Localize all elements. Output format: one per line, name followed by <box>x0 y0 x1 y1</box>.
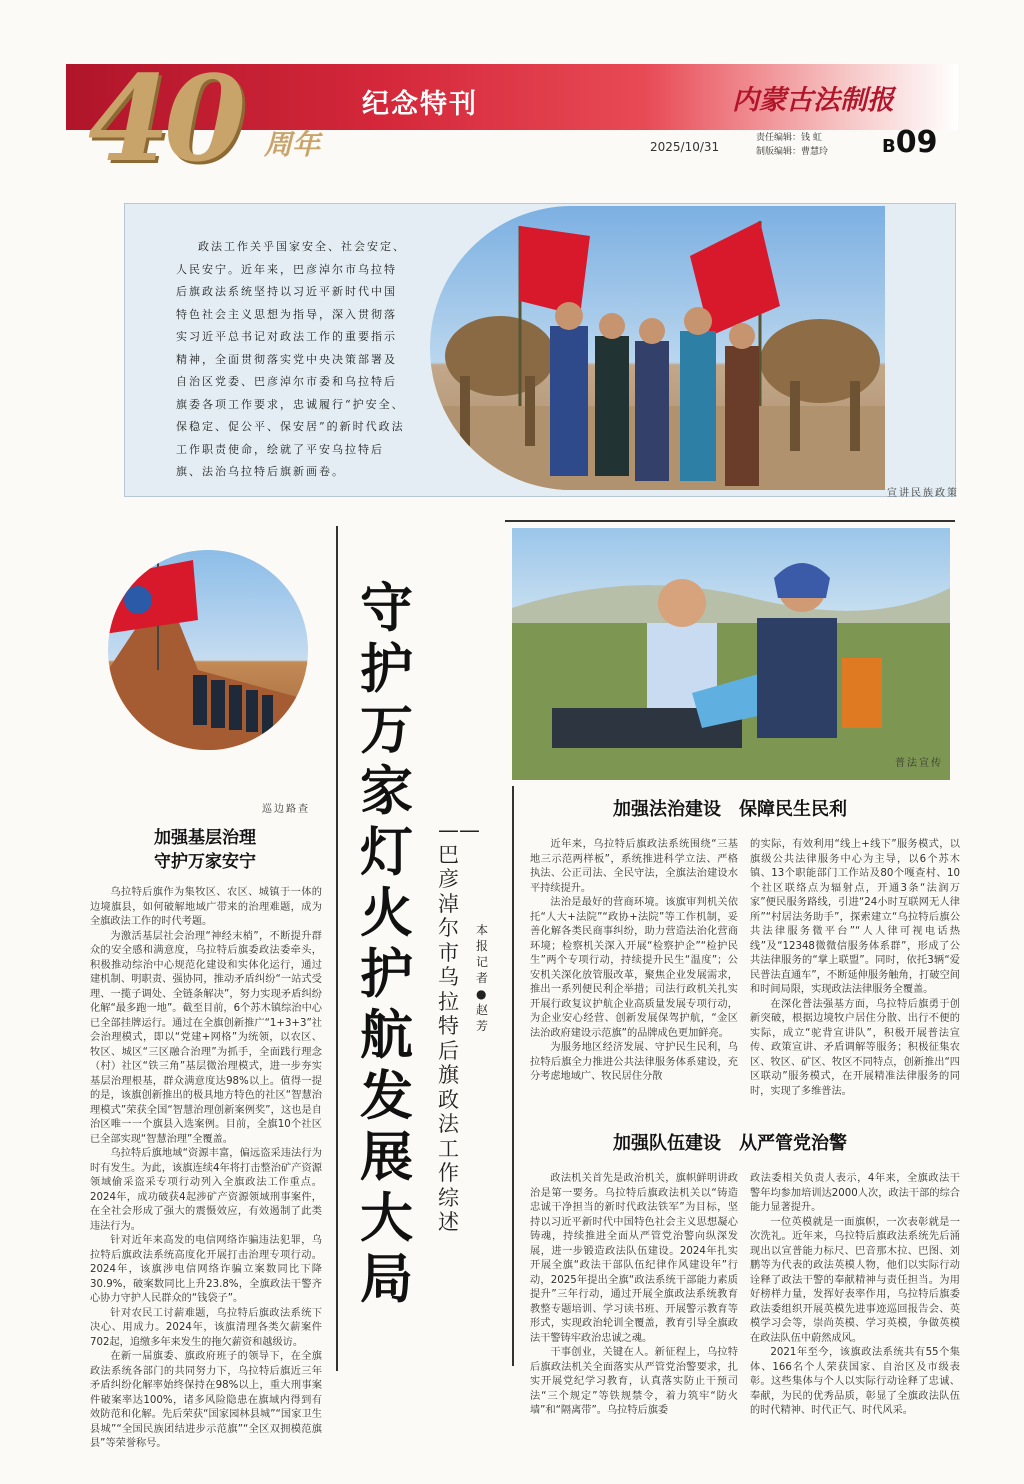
paragraph: 乌拉特后旗地域“资源丰富，偏远盗采违法行为时有发生。为此，该旗连续4年将打击整治矿产资源领域偷采盗采专项行动列入全旗政法工作重点。2024年，成功破获4起涉矿产资源领域刑事案件，在全社会形成了强大的震慑效应，有效遏制了此类违法行为。 <box>90 1148 322 1232</box>
editor-line: 责任编辑：钱 虹 <box>756 133 822 143</box>
page-letter: B <box>882 136 896 157</box>
section1-col2 <box>750 838 960 1099</box>
paragraph: 针对农民工讨薪难题，乌拉特后旗政法系统下决心、用成力。2024年，该旗清理各类欠薪案件702起，追缴多年来发生的拖欠薪资和越级访。 <box>90 1307 322 1348</box>
anniversary-suffix: 周年 <box>264 128 321 161</box>
paragraph: 针对近年来高发的电信网络诈骗违法犯罪，乌拉特后旗政法系统高度化开展打击治理专项行动。2024年，该旗涉电信网络诈骗立案数同比下降30.9%，破案数同比上升23.8%，全旗政法干警齐心协力守护人民群众的“钱袋子”。 <box>90 1235 322 1304</box>
main-headline: 守护万家灯火 护航发展大局 <box>360 578 413 1310</box>
issue-date: 2025/10/31 <box>650 140 720 154</box>
paragraph: 政法机关首先是政治机关，旗帜鲜明讲政治是第一要务。乌拉特后旗政法机关以“铸造忠诚干净担当的新时代政法铁军”为目标，坚持以习近平新时代中国特色社会主义思想凝心铸魂，持续推进全面从严管党治警向纵深发展，进一步锻造政法队伍建设。2024年扎实开展全旗“政法干部队伍纪律作风建设年”行动，2025年提出全旗“政法系统干部能力素质提升”三年行动，通过开展全旗政法系统教育教整专题培训、学习读书班、开展警示教育等形式，实现政治轮训全覆盖，教育引导全旗政法干警铸牢政治忠诚之魂。 <box>530 1173 738 1344</box>
page-digits: 09 <box>895 125 938 160</box>
photo-legal-promotion <box>512 528 950 780</box>
column-divider <box>512 786 514 1366</box>
left-section-heading <box>100 826 310 874</box>
paragraph: 为服务地区经济发展、守护民生民利，乌拉特后旗全力推进公共法律服务体系建设，充分考虑地域广、牧民居住分散 <box>530 1042 738 1082</box>
left-heading-line2: 守护万家安宁 <box>154 852 256 872</box>
section-heading-team-building: 加强队伍建设 从严管党治警 <box>613 1133 847 1154</box>
paragraph: 乌拉特后旗作为集牧区、农区、城镇于一体的边境旗县，如何破解地域广带来的治理难题，成为全旗政法工作的时代考题。 <box>90 887 322 927</box>
photo-caption-ethnic-policy: 宣讲民族政策 <box>887 488 959 499</box>
paragraph: 干事创业，关键在人。新征程上，乌拉特后旗政法机关全面落实从严管党治警要求，扎实开展党纪学习教育，认真落实防止干预司法“三个规定”等铁规禁令，着力筑牢“防火墙”和“隔离带”。乌拉特后旗委 <box>530 1347 738 1416</box>
newspaper-name-logo: 内蒙古法制报 <box>732 85 894 116</box>
paragraph: 在新一届旗委、旗政府班子的领导下，在全旗政法系统各部门的共同努力下，乌拉特后旗近三年矛盾纠纷化解率始终保持在98%以上，重大刑事案件破案率达100%，诸多风险隐患在旗域内得到有效防范和化解。先后荣获“国家园林县城”“国家卫生县城”“全国民族团结进步示范旗”“全区双拥模范旗县”等荣誉称号。 <box>90 1351 322 1449</box>
paragraph: 法治是最好的营商环境。该旗审判机关依托“人大+法院”“政协+法院”等工作机制，妥善化解各类民商事纠纷，助力营造法治化营商环境；检察机关深入开展“检察护企”“检护民生”两个专项行动，持续提升民生“温度”；公安机关深化放管服改革，聚焦企业发展需求，推出一系列便民利企举措；司法行政机关扎实开展行政复议护航企业高质量发展专项行动，为企业安心经营、创新发展保驾护航，“金区法治政府建设示范旗”的品牌成色更加鲜亮。 <box>530 897 738 1039</box>
section2-col1 <box>530 1172 738 1419</box>
paragraph: 一位英模就是一面旗帜，一次表彰就是一次洗礼。近年来，乌拉特后旗政法系统先后涌现出以宣普能力标尺、巴音那木拉、巴图、刘鹏等为代表的政法英模人物，他们以实际行动诠释了政法干警的奉献精神与责任担当。为用好榜样力量，发挥好表率作用，乌拉特后旗委政法委组织开展英模先进事迹巡回报告会、英模学习会等，崇尚英模、学习英模，争做英模在政法队伍中蔚然成风。 <box>750 1216 960 1344</box>
section2-col2 <box>750 1172 960 1419</box>
left-heading-line1: 加强基层治理 <box>154 828 256 848</box>
photo-caption-legal-promotion: 普法宣传 <box>895 758 943 769</box>
byline: 本报记者●赵芳 <box>476 923 489 1033</box>
paragraph: 近年来，乌拉特后旗政法系统围绕“三基地三示范两样板”，系统推进科学立法、严格执法、公正司法、全民守法，全旗法治建设水平持续提升。 <box>530 839 738 894</box>
paragraph: 的实际，有效利用“线上+线下”服务模式，以旗级公共法律服务中心为主导，以6个苏木镇、13个职能部门工作站及80个嘎查村、10个社区联络点为辐射点，开通3条“法润万家”便民服务路线，引进“24小时互联网无人律所”“村居法务助手”，探索建立“乌拉特后旗公共法律服务微平台”“人人律可视电话热线”及“12348微微信服务体系群”，形成了公共法律服务的“掌上联盟”。同时，依托3辆“爱民普法直通车”，不断延伸服务触角，打破空间和时间局限，实现政法法律服务全覆盖。 <box>750 839 960 995</box>
paragraph: 2021年至今，该旗政法系统共有55个集体、166名个人荣获国家、自治区及市级表彰。这些集体与个人以实际行动诠释了忠诚、奉献，为民的优秀品质，彰显了全旗政法队伍的时代精神、时代正气、时代风采。 <box>750 1347 960 1416</box>
paragraph: 在深化普法强基方面，乌拉特后旗勇于创新突破，根据边境牧户居住分散、出行不便的实际，成立“驼背宣讲队”，积极开展普法宣传、政策宣讲、矛盾调解等服务；积极征集农区、牧区、矿区、牧区不同特点，创新推出“四区联动”服务模式，在开展精准法律服务的同时，实现了多维普法。 <box>750 998 960 1097</box>
intro-text: 政法工作关乎国家安全、社会安定、人民安宁。近年来，巴彦淖尔市乌拉特后旗政法系统坚持以习近平新时代中国特色社会主义思想为指导，深入贯彻落实习近平总书记对政法工作的重要指示精神，全面贯彻落实党中央决策部署及自治区党委、巴彦淖尔市委和乌拉特后旗委各项工作要求，忠诚履行“护安全、保稳定、促公平、保安居”的新时代政法工作职责使命，绘就了平安乌拉特后旗、法治乌拉特后旗新画卷。 <box>176 240 406 478</box>
anniversary-number: 40 <box>88 49 241 188</box>
editor-info <box>756 131 828 159</box>
column-divider <box>336 526 338 1371</box>
photo-camels-flags <box>430 206 885 490</box>
top-divider <box>505 520 955 522</box>
sub-headline: ——巴彦淖尔市乌拉特后旗政法工作综述 <box>438 818 480 1234</box>
paragraph: 为激活基层社会治理“神经末梢”，不断提升群众的安全感和满意度，乌拉特后旗委政法委牵头，积极推动综治中心规范化建设和实体化运行，通过建机制、明职责、强协同，推动矛盾纠纷“一站式受理、一揽子调处、全链条解决”，努力实现矛盾纠纷化解“最多跑一地”。截至目前，6个苏木镇综治中心已全部挂牌运行。通过在全旗创新推广“1+3+3”社会治理模式，即以“党建+网格”为统领，以农区、牧区、城区“三区融合治理”为抓手，全面践行理念（村）社区“铁三角”基层微治理模式，进一步夯实基层治理根基，群众满意度达98%以上。值得一提的是，该旗创新推出的极具地方特色的社区“智慧治理模式”荣获全国“智慧治理创新案例奖”，这也是自治区唯一一个旗县入选案例。目前，全旗10个社区已全部实现“智慧治理”全覆盖。 <box>90 930 322 1145</box>
section-heading-rule-of-law: 加强法治建设 保障民生民利 <box>613 799 847 820</box>
photo-caption-patrol: 巡边路查 <box>262 804 310 815</box>
producer-line: 制版编辑：曹慧玲 <box>756 147 829 157</box>
paragraph: 政法委相关负责人表示，4年来，全旗政法干警年均参加培训达2000人次，政法干部的综合能力显著提升。 <box>750 1173 960 1213</box>
section1-col1 <box>530 838 738 1085</box>
page-number <box>882 125 937 160</box>
special-issue-title: 纪念特刊 <box>362 89 478 120</box>
left-article-body <box>90 886 322 1452</box>
photo-border-patrol <box>108 550 308 750</box>
